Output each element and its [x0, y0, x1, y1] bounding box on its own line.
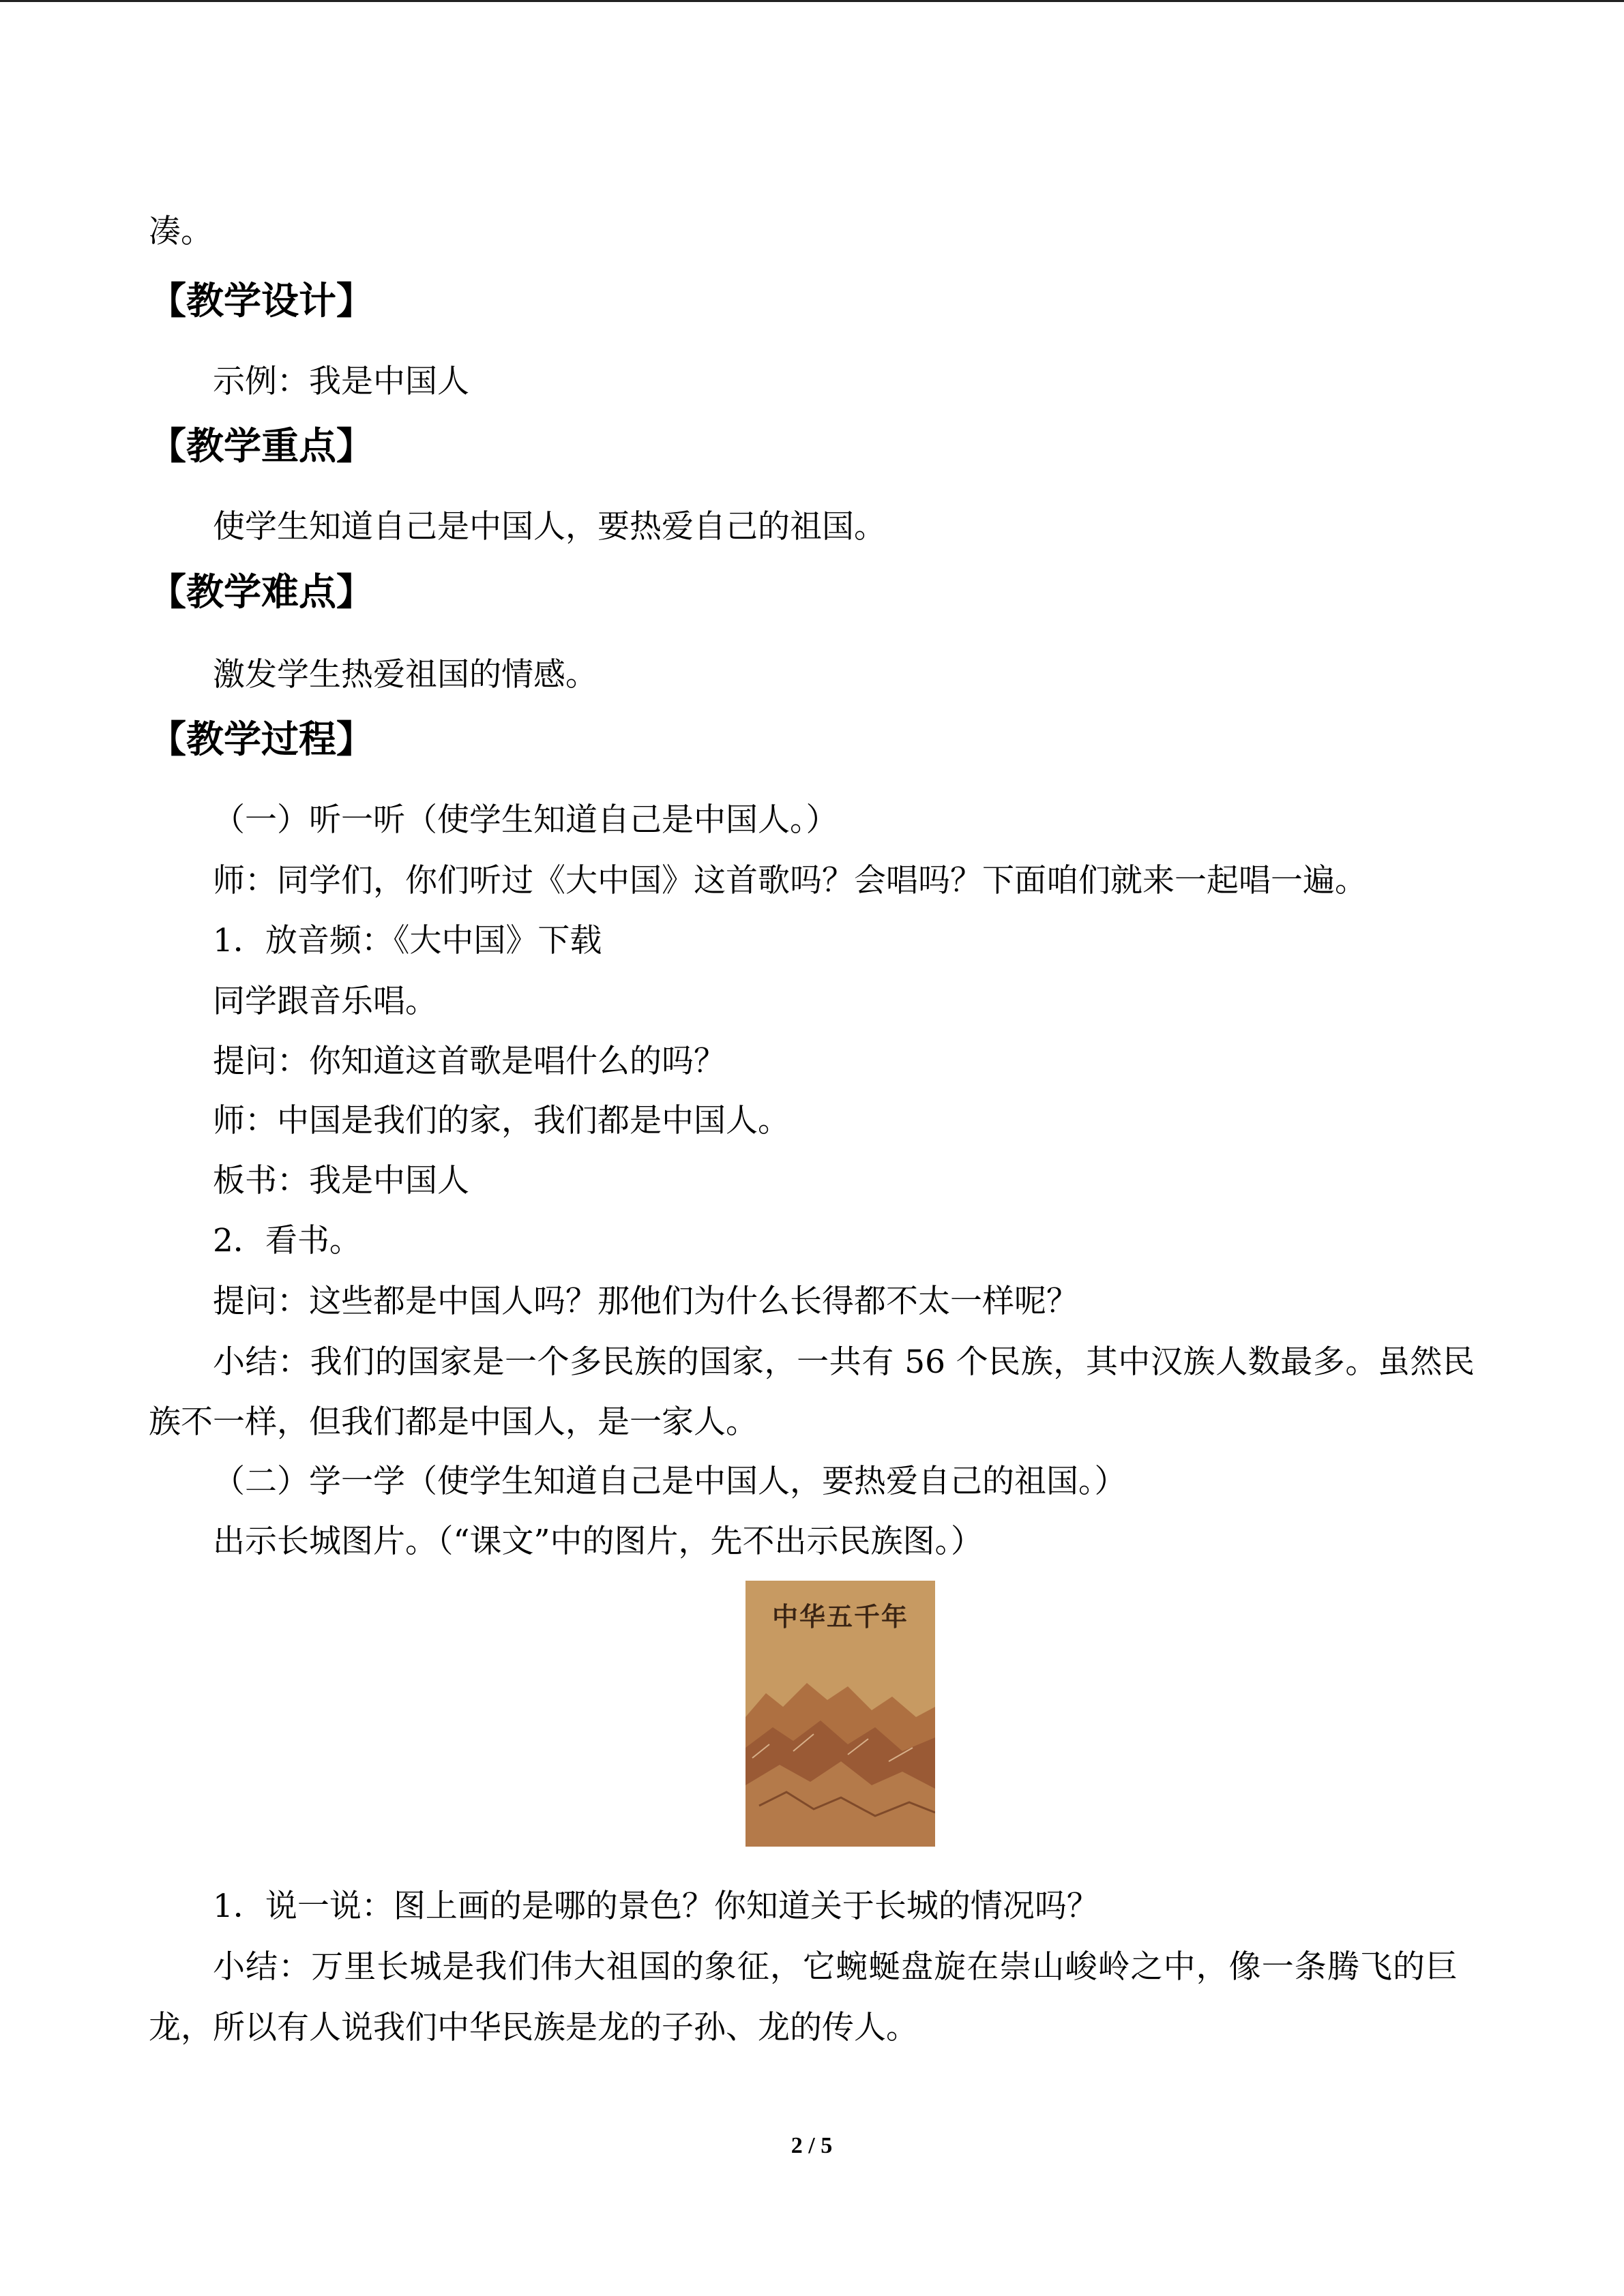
example-line: 示例：我是中国人 [213, 363, 469, 400]
heading-teaching-focus: 【教学重点】 [149, 424, 374, 468]
summary-line: 小结：我们的国家是一个多民族的国家，一共有 56 个民族，其中汉族人数最多。虽然民 [213, 1343, 1475, 1381]
process-line: 2．看书。 [213, 1222, 361, 1259]
great-wall-picture [745, 1581, 935, 1847]
process-line: （一）听一听（使学生知道自己是中国人。） [213, 801, 838, 839]
process-line: 1．放音频：《大中国》下载 [213, 922, 602, 959]
process-line: 1．说一说：图上画的是哪的景色？你知道关于长城的情况吗？ [213, 1888, 1099, 1925]
heading-teaching-difficulty: 【教学难点】 [149, 570, 374, 614]
summary-line: 族不一样，但我们都是中国人，是一家人。 [149, 1403, 758, 1441]
process-line: 出示长城图片。（“课文”中的图片，先不出示民族图。） [213, 1523, 984, 1560]
process-line: （二）学一学（使学生知道自己是中国人，要热爱自己的祖国。） [213, 1463, 1127, 1500]
process-line: 师：中国是我们的家，我们都是中国人。 [213, 1102, 790, 1139]
continued-text: 凑。 [149, 213, 213, 250]
heading-teaching-design: 【教学设计】 [149, 279, 374, 323]
picture-title: 中华五千年 [771, 1602, 909, 1632]
process-line: 提问：你知道这首歌是唱什么的吗？ [213, 1043, 726, 1080]
summary-line: 小结：万里长城是我们伟大祖国的象征，它蜿蜒盘旋在崇山峻岭之中，像一条腾飞的巨 [213, 1948, 1458, 1986]
summary-line: 龙，所以有人说我们中华民族是龙的子孙、龙的传人。 [149, 2009, 918, 2046]
process-line: 同学跟音乐唱。 [213, 983, 437, 1020]
focus-text: 使学生知道自己是中国人，要热爱自己的祖国。 [213, 508, 886, 546]
difficulty-text: 激发学生热爱祖国的情感。 [213, 656, 597, 694]
process-line: 师：同学们，你们听过《大中国》这首歌吗？会唱吗？下面咱们就来一起唱一遍。 [213, 862, 1367, 899]
top-border [0, 0, 1624, 2]
page-number: 2 / 5 [791, 2133, 833, 2158]
heading-teaching-process: 【教学过程】 [149, 717, 374, 761]
process-line: 板书：我是中国人 [213, 1162, 469, 1199]
process-line: 提问：这些都是中国人吗？那他们为什么长得都不太一样呢？ [213, 1283, 1078, 1320]
